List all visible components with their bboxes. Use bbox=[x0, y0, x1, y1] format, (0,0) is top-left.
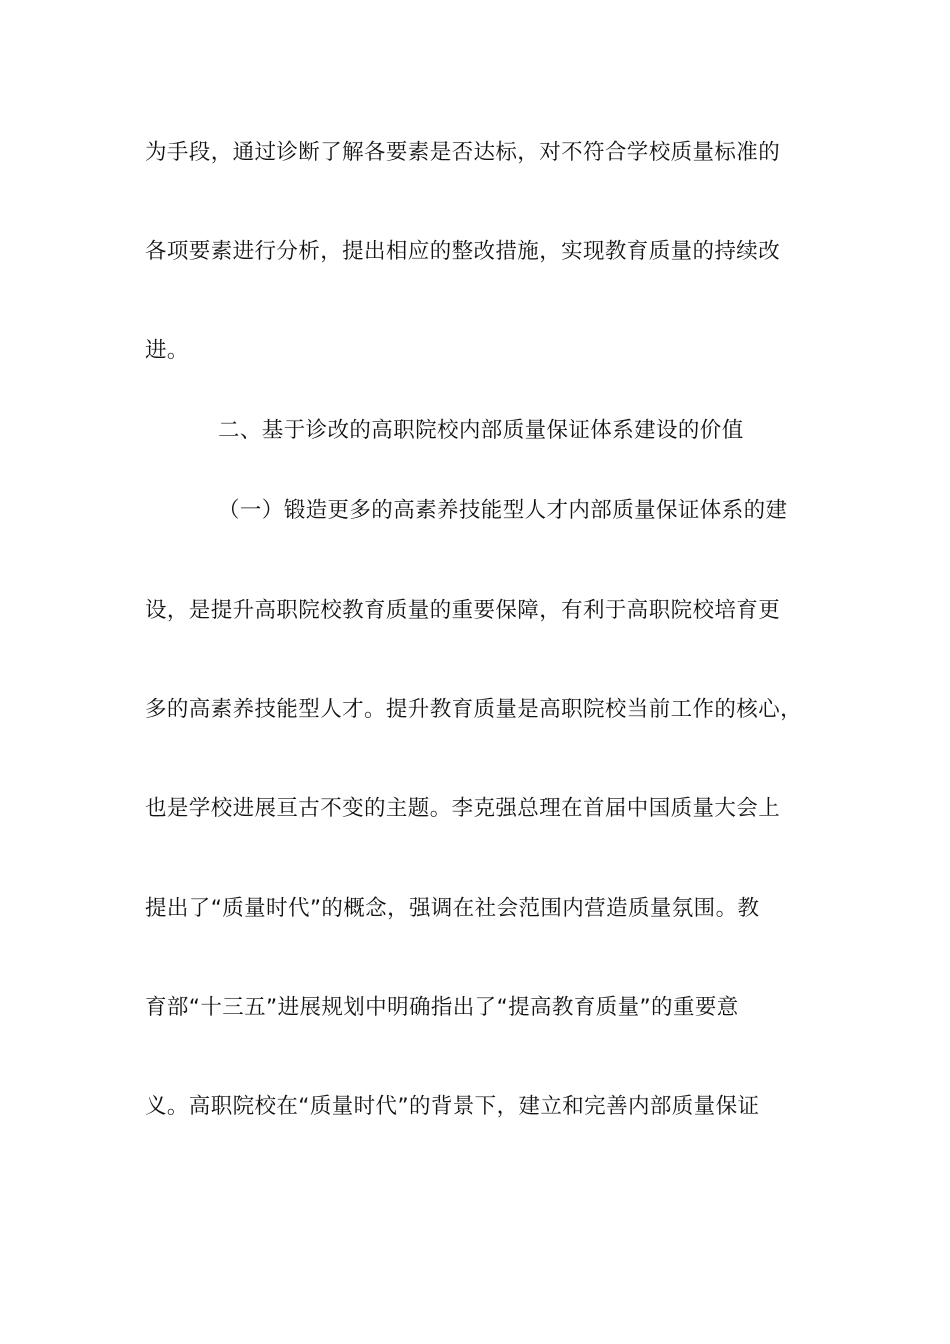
body-text-line: 为手段，通过诊断了解各要素是否达标，对不符合学校质量标准的 bbox=[145, 140, 781, 165]
body-text-line: 义。高职院校在“质量时代”的背景下，建立和完善内部质量保证 bbox=[145, 1094, 760, 1119]
body-text-line: 也是学校进展亘古不变的主题。李克强总理在首届中国质量大会上 bbox=[145, 796, 781, 821]
body-text-line: 进。 bbox=[145, 338, 189, 363]
body-text-line: 多的高素养技能型人才。提升教育质量是高职院校当前工作的核心， bbox=[145, 697, 803, 722]
body-text-line: 育部“十三五”进展规划中明确指出了“提高教育质量”的重要意 bbox=[145, 995, 739, 1020]
body-text-line: 设，是提升高职院校教育质量的重要保障，有利于高职院校培育更 bbox=[145, 598, 781, 623]
body-text-line: 提出了“质量时代”的概念，强调在社会范围内营造质量氛围。教 bbox=[145, 896, 760, 921]
subsection-heading: （一）锻造更多的高素养技能型人才内部质量保证体系的建 bbox=[218, 498, 788, 523]
section-heading: 二、基于诊改的高职院校内部质量保证体系建设的价值 bbox=[218, 418, 744, 443]
body-text-line: 各项要素进行分析，提出相应的整改措施，实现教育质量的持续改 bbox=[145, 239, 781, 264]
